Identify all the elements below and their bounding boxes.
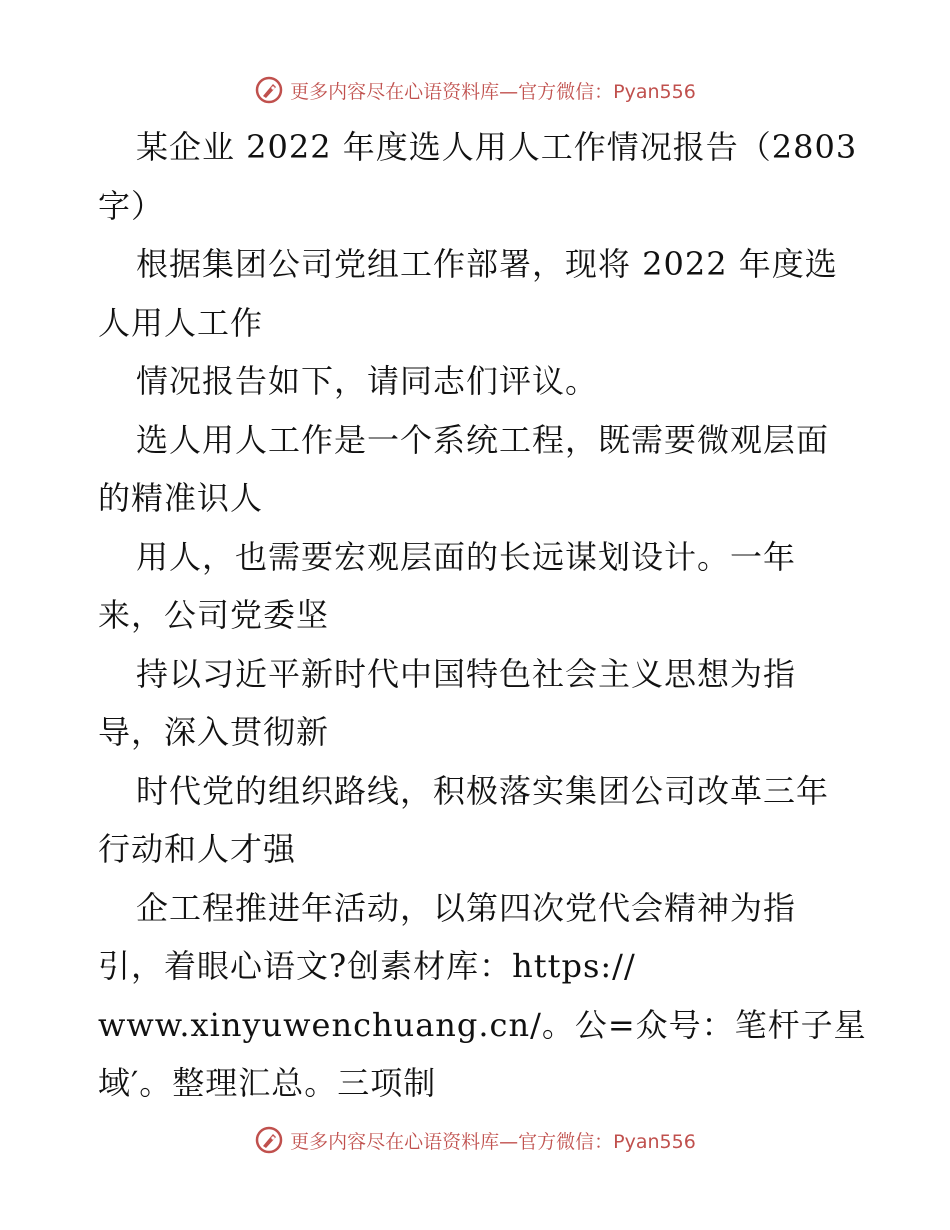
watermark-text: 更多内容尽在心语资料库—官方微信：Pyan556: [290, 80, 696, 103]
paragraph-line: 企工程推进年活动，以第四次党代会精神为指: [136, 888, 797, 927]
pen-nib-logo-icon: [254, 1125, 284, 1155]
paragraph-line: 情况报告如下，请同志们评议。: [136, 362, 599, 400]
paragraph-line: 的精准识人: [98, 479, 264, 517]
title-line-2: 字）: [98, 186, 165, 225]
paragraph-line: 持以习近平新时代中国特色社会主义思想为指: [136, 654, 797, 693]
watermark-text: 更多内容尽在心语资料库—官方微信：Pyan556: [290, 1130, 696, 1153]
document-body: [98, 118, 867, 1113]
paragraph-line: 引，着眼心语文?创素材库：https://: [98, 947, 636, 985]
paragraph-line: 选人用人工作是一个系统工程，既需要微观层面: [136, 420, 830, 459]
paragraph-line: 导，深入贯彻新: [98, 713, 330, 751]
paragraph-line: 用人，也需要宏观层面的长远谋划设计。一年: [136, 537, 797, 576]
watermark-banner-top: [0, 70, 950, 110]
title-line-1: 某企业 2022 年度选人用人工作情况报告（2803: [136, 128, 858, 166]
paragraph-line: 来，公司党委坚: [98, 596, 330, 634]
paragraph-line: 行动和人才强: [98, 830, 297, 868]
paragraph-line: 域′。整理汇总。三项制: [98, 1064, 437, 1102]
pen-nib-logo-icon: [254, 75, 284, 105]
paragraph-line: www.xinyuwenchuang.cn/。公=众号：笔杆子星: [98, 1005, 867, 1044]
paragraph-line: 根据集团公司党组工作部署，现将 2022 年度选: [136, 245, 838, 283]
watermark-banner-bottom: [0, 1120, 950, 1160]
paragraph-line: 人用人工作: [98, 303, 264, 342]
paragraph-line: 时代党的组织路线，积极落实集团公司改革三年: [136, 771, 830, 810]
